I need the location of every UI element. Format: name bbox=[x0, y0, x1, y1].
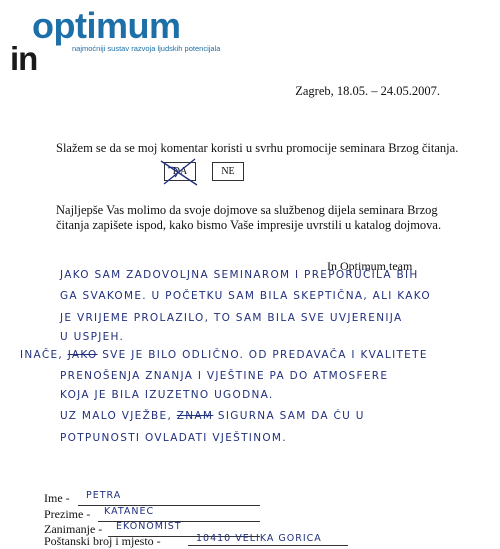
comment-line-3: JE VRIJEME PROLAZILO, TO SAM BILA SVE UVJERENIJA bbox=[60, 312, 403, 324]
comment-line-5 bbox=[20, 349, 428, 361]
comment-line-8-struck: ZNAM bbox=[176, 410, 214, 422]
comment-line-8 bbox=[60, 410, 365, 422]
logo-brand: optimum bbox=[32, 5, 181, 46]
date-range: Zagreb, 18.05. – 24.05.2007. bbox=[295, 84, 440, 98]
comment-line-6: PRENOŠENJA ZNANJA I VJEŠTINE PA DO ATMOSFERE bbox=[60, 370, 389, 382]
option-yes-label: DA bbox=[172, 166, 188, 177]
request-line-2: čitanja zapišete ispod, kako bismo Vaše impresije uvrstili u katalog dojmova. bbox=[56, 218, 442, 232]
comment-line-5-rest: SVE JE BILO ODLIČNO. OD PREDAVAČA I KVALITETE bbox=[102, 349, 428, 361]
comment-line-5-prefix: INAČE, bbox=[20, 349, 64, 361]
comment-line-9: POTPUNOSTI OVLADATI VJEŠTINOM. bbox=[60, 432, 287, 444]
logo-in: in bbox=[10, 40, 38, 77]
name-label: Ime - bbox=[44, 491, 70, 505]
comment-line-5-struck: JAKO bbox=[67, 349, 98, 361]
surname-value: KATANEC bbox=[104, 506, 155, 517]
occupation-label: Zanimanje - bbox=[44, 522, 103, 536]
request-line-1: Najljepše Vas molimo da svoje dojmove sa službenog dijela seminara Brzog bbox=[56, 203, 438, 217]
postal-label: Poštanski broj i mjesto - bbox=[44, 534, 161, 548]
occupation-value: EKONOMIST bbox=[116, 521, 182, 532]
comment-line-4: U USPJEH. bbox=[60, 331, 125, 343]
optimum-logo bbox=[10, 5, 270, 77]
name-value: PETRA bbox=[86, 490, 122, 501]
request-text bbox=[56, 203, 456, 233]
postal-value: 10410 VELIKA GORICA bbox=[196, 533, 322, 544]
handwritten-cross-mark-icon bbox=[155, 155, 203, 189]
comment-line-8-b: SIGURNA SAM DA ĆU U bbox=[217, 410, 365, 422]
logo-tagline: najmoćniji sustav razvoja ljudskih potencijala bbox=[72, 44, 221, 53]
team-signature: In Optimum team bbox=[327, 259, 413, 273]
comment-line-7: KOJA JE BILA IZUZETNO UGODNA. bbox=[60, 389, 274, 401]
comment-line-1: JAKO SAM ZADOVOLJNA SEMINAROM I PREPORUČILA BIH bbox=[60, 269, 419, 281]
option-no-label: NE bbox=[221, 166, 235, 177]
consent-statement: Slažem se da se moj komentar koristi u svrhu promocije seminara Brzog čitanja. bbox=[56, 141, 459, 155]
option-no-box[interactable] bbox=[212, 162, 244, 181]
surname-label: Prezime - bbox=[44, 507, 91, 521]
comment-line-2: GA SVAKOME. U POČETKU SAM BILA SKEPTIČNA, ALI KAKO bbox=[60, 290, 431, 302]
comment-line-8-a: UZ MALO VJEŽBE, bbox=[60, 410, 173, 422]
